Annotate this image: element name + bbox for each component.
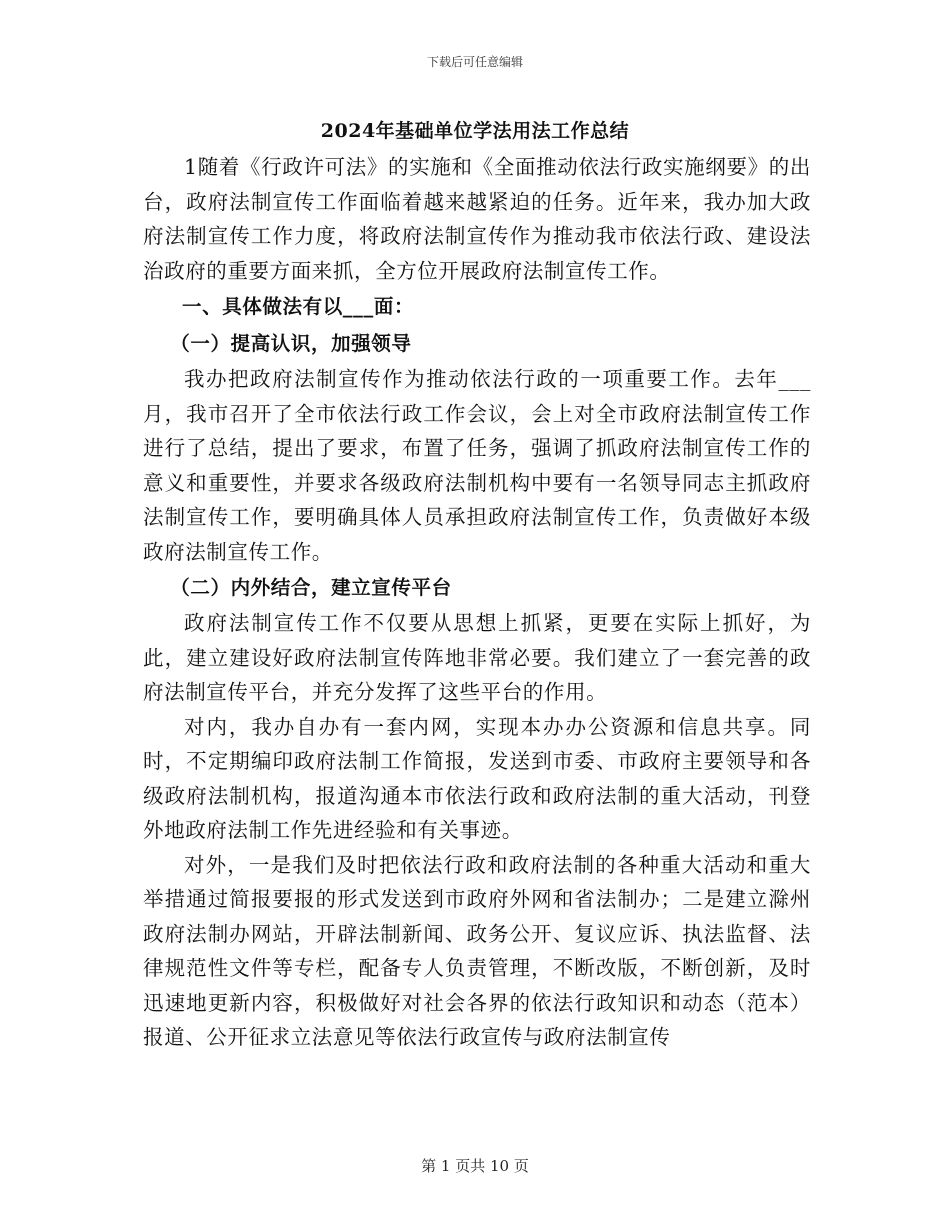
header-note: 下载后可任意编辑 [426, 55, 523, 69]
paragraph-external: 对外，一是我们及时把依法行政和政府法制的各种重大活动和重大举措通过简报要报的形式发送到市政府外网和省法制办；二是建立滁州政府法制办网站，开辟法制新闻、政务公开、复议应诉、执法监督、法律规范性文件等专栏，配备专人负责管理，不断改版，不断创新，及时迅速地更新内容，积极做好对社会各界的依法行政知识和动态（范本）报道、公开征求立法意见等依法行政宣传与政府法制宣传 [143, 852, 811, 1049]
section-heading-1: 一、具体做法有以___面： [182, 295, 415, 318]
document-body [143, 150, 811, 1055]
paragraph-intro: 1随着《行政许可法》的实施和《全面推动依法行政实施纲要》的出台，政府法制宣传工作面临着越来越紧迫的任务。近年来，我办加大政府法制宣传工作力度，将政府法制宣传作为推动我市依法行政、建设法治政府的重要方面来抓，全方位开展政府法制宣传工作。 [143, 155, 811, 283]
paragraph-platform: 政府法制宣传工作不仅要从思想上抓紧，更要在实际上抓好，为此，建立建设好政府法制宣传阵地非常必要。我们建立了一套完善的政府法制宣传平台，并充分发挥了这些平台的作用。 [143, 611, 811, 704]
page-number: 第 1 页共 10 页 [421, 1157, 529, 1175]
subsection-heading-1: （一）提高认识，加强领导 [170, 332, 412, 355]
document-title: 2024年基础单位学法用法工作总结 [320, 120, 630, 142]
paragraph-leadership: 我办把政府法制宣传作为推动依法行政的一项重要工作。去年___月，我市召开了全市依法行政工作会议，会上对全市政府法制宣传工作进行了总结，提出了要求，布置了任务，强调了抓政府法制宣传工作的意义和重要性，并要求各级政府法制机构中要有一名领导同志主抓政府法制宣传工作，要明确具体人员承担政府法制宣传工作，负责做好本级政府法制宣传工作。 [143, 367, 811, 564]
paragraph-internal: 对内，我办自办有一套内网，实现本办办公资源和信息共享。同时，不定期编印政府法制工作简报，发送到市委、市政府主要领导和各级政府法制机构，报道沟通本市依法行政和政府法制的重大活动，刊登外地政府法制工作先进经验和有关事迹。 [143, 714, 811, 842]
subsection-heading-2: （二）内外结合，建立宣传平台 [170, 576, 452, 599]
